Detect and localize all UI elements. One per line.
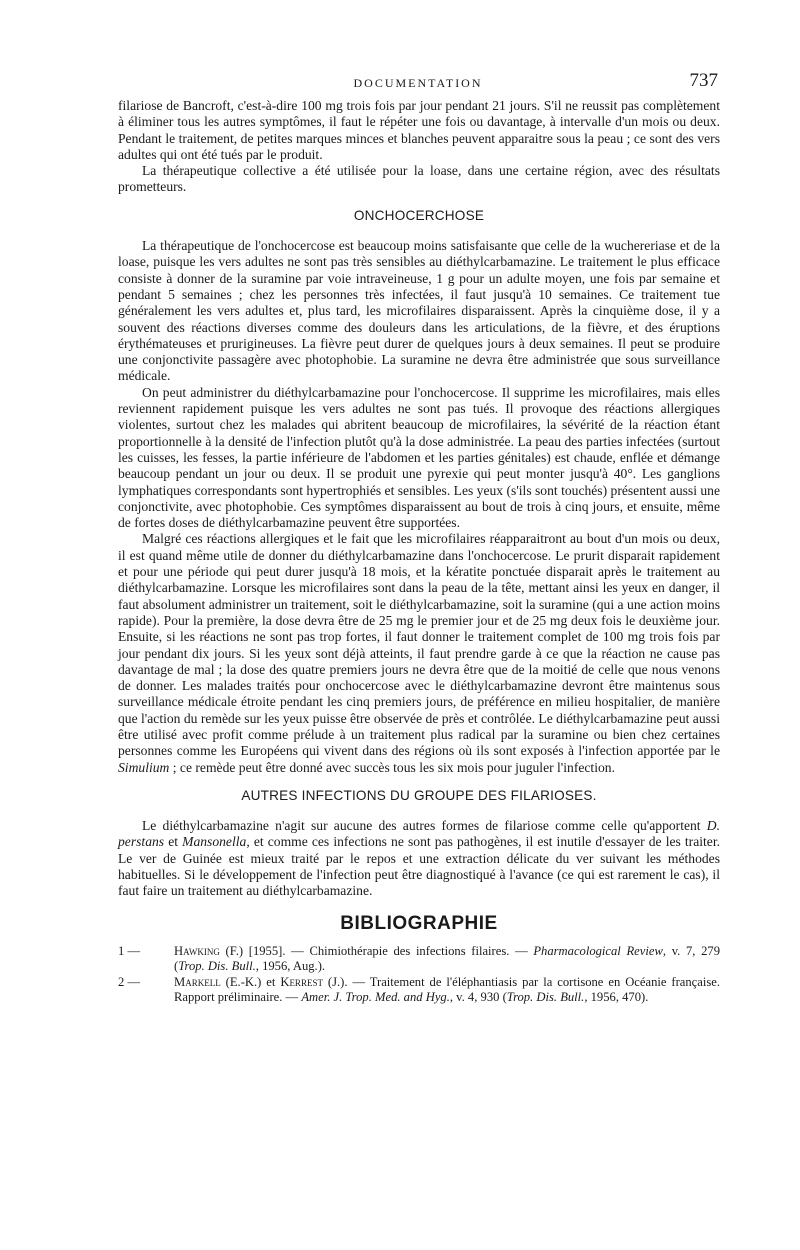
italic-term: D. perstans: [118, 818, 720, 850]
entry-abbreviation: Trop. Dis. Bull.: [506, 990, 585, 1005]
paragraph: [118, 818, 720, 899]
paragraph-text: Malgré ces réactions allergiques et le fait que les microfilaires réapparaitront au bout d'un mois ou deux, il est quand même utile de donner du diéthylcarbamazine dans l'onchocercose. Le prurit disparait rapidement et pour une période qui peut durer jusqu'à 18 mois, et la kératite ponctuée disparait après le traitement au diéthylcarbamazine. Lorsque les microfilaires sont dans la peau de la tête, mettant ainsi les yeux en danger, il faut absolument administrer un traitement, soit le diéthylcarbamazine, soit la suramine (qui a une action moins rapide). Pour la première, la dose devra être de 25 mg le premier jour et de 25 mg deux fois le deuxième jour. Ensuite, si les réactions ne sont pas trop fortes, il faut donner le traitement complet de 100 mg trois fois par jour pendant dix jours. Si les yeux sont déjà atteints, il faut prendre garde à ce que la réaction ne cause pas davantage de mal ; la dose des quatre premiers jours ne devra être que de la moitié de celle que nous venons de donner. Les malades traités pour onchocercose avec le diéthylcarbamazine devront être maintenus sous surveillance médicale étroite pendant les cinq premiers jours, de préférence en milieu hospitalier, de manière que l'action du remède sur les yeux puisse être observée de près et contrôlée. Le diéthylcarbamazine peut aussi être utilisé avec profit comme prélude à un traitement plus radical par la suramine ou bien chez certaines personnes comme les Européens qui vivent dans des régions où ils sont exposés à l'infection apportée par le: [118, 531, 720, 759]
paragraph-text: Le diéthylcarbamazine n'agit sur aucune des autres formes de filariose comme celle qu'apportent: [142, 818, 707, 834]
entry-text: (E.-K.) et: [220, 974, 281, 989]
entry-author: Markell: [174, 974, 221, 989]
entry-abbreviation: Trop. Dis. Bull.: [178, 959, 256, 974]
entry-text: , v. 4, 930 (: [449, 990, 507, 1005]
entry-text: , 1956, 470).: [584, 990, 649, 1005]
page-number: 737: [689, 70, 718, 91]
paragraph: La thérapeutique de l'onchocercose est beaucoup moins satisfaisante que celle de la wuchereriase et de la loase, puisque les vers adultes ne sont pas très sensibles au diéthylcarbamazine. Le traitement le plus efficace consiste à donner de la suramine par voie intraveineuse, 1 g pour un adulte moyen, une fois par semaine et pendant 5 semaines ; chez les personnes très infectées, il faut jusqu'à 10 semaines. Ce traitement tue généralement les vers adultes et, plus tard, les microfilaires disparaissent. Après la cinquième dose, il y a souvent des réactions diverses comme des douleurs dans les articulations, de la fièvre, et des éruptions érythémateuses et prurigineuses. La fièvre peut durer de quelques jours à deux semaines. Il peut se produire une conjonctivite passagère avec photophobie. La suramine ne devra être administrée que sous surveillance médicale.: [118, 238, 720, 384]
entry-text: (F.) [1955]. — Chimiothérapie des infections filaires. —: [219, 943, 534, 958]
entry-number: 2 —: [118, 974, 141, 989]
entry-text: (J.). — Traitement de l'éléphantiasis par la cortisone en Océanie française. Rapport préliminaire. —: [174, 974, 721, 1005]
running-head: DOCUMENTATION: [353, 76, 483, 90]
paragraph-text: , et comme ces infections ne sont pas pathogènes, il est inutile d'essayer de les traiter. Le ver de Guinée est mieux traité par le repos et une extraction délicate du ver suivant les méthodes habituelles. Si le développement de l'infection peut être diagnostiqué à l'avance (ce qui est rarement le cas), il faut faire un traitement au diéthylcarbamazine.: [118, 834, 721, 899]
entry-journal: Pharmacological Review: [533, 943, 663, 958]
bibliography-list: [118, 944, 720, 1006]
entry-text: , 1956, Aug.).: [255, 959, 326, 974]
entry-number: 1 —: [118, 943, 141, 958]
paragraph-text: et: [164, 834, 183, 850]
bibliography-entry: [118, 944, 720, 975]
entry-author: Hawking: [174, 943, 220, 958]
section-heading-autres-infections: AUTRES INFECTIONS DU GROUPE DES FILARIOSES.: [241, 787, 597, 803]
paragraph: [118, 531, 720, 775]
entry-journal: Amer. J. Trop. Med. and Hyg.: [301, 990, 450, 1005]
italic-term: Simulium: [118, 759, 170, 775]
section-heading-onchocerchose: ONCHOCERCHOSE: [353, 207, 485, 223]
entry-author: Kerrest: [280, 974, 323, 989]
bibliography-entry: [118, 975, 720, 1006]
italic-term: Mansonella: [182, 834, 247, 850]
body-text: [118, 98, 720, 1006]
paragraph: On peut administrer du diéthylcarbamazine pour l'onchocercose. Il supprime les microfilaires, mais elles reviennent rapidement puisque les vers adultes ne sont pas tués. Il provoque des réactions allergiques violentes, surtout chez les malades qui abritent beaucoup de microfilaires, la sévérité de la réaction étant proportionnelle à la densité de l'infection plutôt qu'à la dose administrée. La peau des parties infectées (surtout les cuisses, les fesses, la partie inférieure de l'abdomen et les parties génitales) est chaude, enflée et démange beaucoup pendant un jour ou deux. Il se produit une pyrexie qui peut monter jusqu'à 40°. Les ganglions lymphatiques correspondants sont hypertrophiés et sensibles. Les yeux (s'ils sont touchés) présentent aussi une conjonctivite, avec photophobie. Ces symptômes disparaissent au bout de trois à cinq jours, et ensuite, même de fortes doses de diéthylcarbamazine peuvent être supportées.: [118, 384, 720, 531]
bibliography-heading: BIBLIOGRAPHIE: [340, 912, 498, 934]
paragraph-text: ; ce remède peut être donné avec succès tous les six mois pour juguler l'infection.: [169, 759, 615, 775]
page-header: [118, 70, 718, 98]
entry-text: , v. 7, 279 (: [174, 943, 721, 974]
paragraph: La thérapeutique collective a été utilisée pour la loase, dans une certaine région, avec des résultats prometteurs.: [118, 163, 720, 195]
paragraph: filariose de Bancroft, c'est-à-dire 100 mg trois fois par jour pendant 21 jours. S'il ne reussit pas complètement à éliminer tous les autres symptômes, il faut le répéter une fois ou davantage, à intervalle d'un mois ou deux. Pendant le traitement, de petites marques minces et blanches peuvent apparaitre sous la peau ; ce sont des vers adultes qui ont été tués par le produit.: [118, 98, 720, 162]
